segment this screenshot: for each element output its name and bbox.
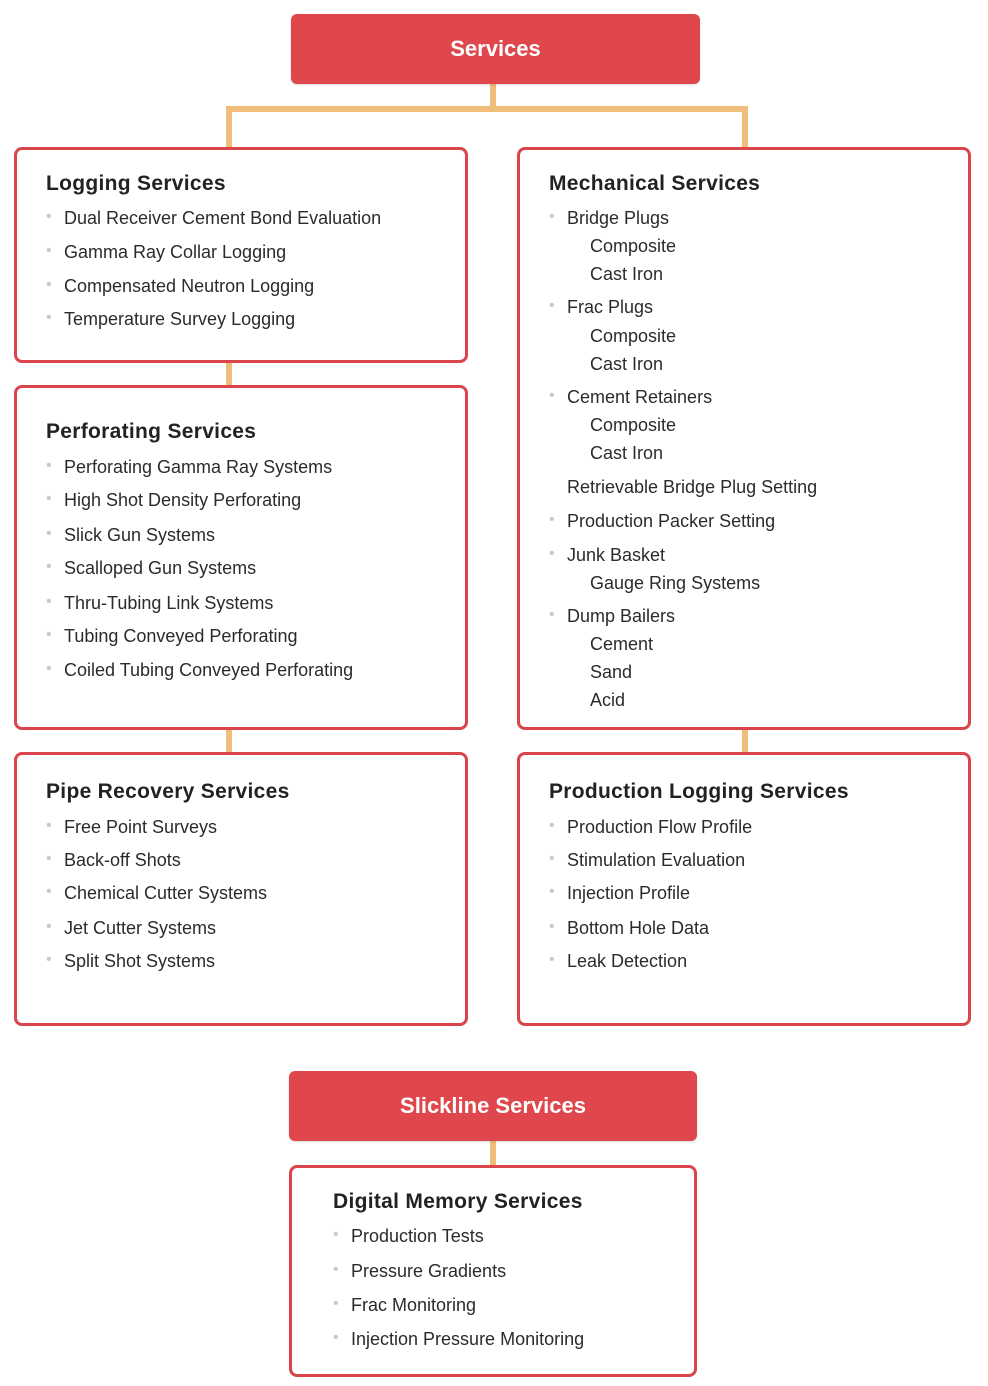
list-item: • Dual Receiver Cement Bond Evaluation [46,208,382,228]
list-item: • Injection Pressure Monitoring [333,1329,585,1349]
bullet-icon: • [46,918,52,935]
list-item: • Perforating Gamma Ray Systems [46,457,333,477]
bullet-icon: • [333,1226,339,1243]
list-item: • Gamma Ray Collar Logging [46,242,287,262]
list-item: • Production Packer Setting [549,511,776,531]
list-item: • Bottom Hole Data [549,918,710,938]
bullet-icon: • [333,1261,339,1278]
bullet-icon: • [549,850,555,867]
services-header [291,14,700,84]
slickline-services-label: Slickline Services [400,1093,586,1118]
list-item: • Free Point Surveys [46,817,218,837]
production-logging-services-title: Production Logging Services [549,780,849,803]
list-item: • Production Flow Profile [549,817,753,837]
digital-memory-services-title: Digital Memory Services [333,1190,583,1213]
list-item: • Chemical Cutter Systems [46,883,268,903]
bullet-icon: • [46,457,52,474]
bullet-icon: • [46,276,52,293]
list-item: • Jet Cutter Systems [46,918,217,938]
mechanical-services-title: Mechanical Services [549,172,761,195]
logging-services-card [14,147,468,363]
bullet-icon: • [46,558,52,575]
bullet-icon: • [549,511,555,528]
bullet-icon: • [549,545,555,562]
connector-right-drop [742,106,748,148]
bullet-icon: • [46,883,52,900]
connector-left-drop [226,106,232,148]
list-item: • Cement Retainers [549,387,713,407]
list-item: • Compensated Neutron Logging [46,276,315,296]
bullet-icon: • [46,525,52,542]
sub-list-item: Cast Iron [590,443,664,463]
perforating-services-card [14,385,468,730]
services-header-label: Services [450,36,541,61]
bullet-icon: • [333,1295,339,1312]
list-item: • Dump Bailers [549,606,676,626]
bullet-icon: • [333,1329,339,1346]
bullet-icon: • [549,817,555,834]
connector-slickline-digital [490,1141,496,1166]
list-item: • High Shot Density Perforating [46,490,302,510]
list-item: • Coiled Tubing Conveyed Perforating [46,660,354,680]
list-item: • Scalloped Gun Systems [46,558,257,578]
bullet-icon: • [549,387,555,404]
list-item: • Frac Monitoring [333,1295,477,1315]
bullet-icon: • [46,850,52,867]
connector-mechanical-production [742,729,748,753]
list-item: • Production Tests [333,1226,484,1246]
sub-list-item: Sand [590,662,633,682]
sub-list-item: Cast Iron [590,264,664,284]
bullet-icon: • [549,297,555,314]
bullet-icon: • [549,208,555,225]
list-item: • Leak Detection [549,951,688,971]
bullet-icon: • [46,951,52,968]
list-item: • Pressure Gradients [333,1261,507,1281]
connector-perforating-pipe [226,729,232,753]
connector-logging-perforating [226,362,232,386]
list-item: • Slick Gun Systems [46,525,216,545]
list-item: • Frac Plugs [549,297,654,317]
bullet-icon: • [549,606,555,623]
perforating-services-title: Perforating Services [46,420,257,443]
sub-list-item: Composite [590,415,677,435]
sub-list-item: Acid [590,690,626,710]
bullet-icon: • [549,918,555,935]
sub-list-item: Composite [590,326,677,346]
list-item: • Temperature Survey Logging [46,309,296,329]
list-item: • Injection Profile [549,883,691,903]
bullet-icon: • [46,309,52,326]
bullet-icon: • [46,626,52,643]
digital-memory-services-card [289,1165,697,1377]
bullet-icon: • [46,208,52,225]
connector-top-horizontal [226,106,748,112]
bullet-icon: • [46,593,52,610]
sub-list-item: Cement [590,634,654,654]
bullet-icon: • [549,951,555,968]
logging-services-title: Logging Services [46,172,226,195]
bullet-icon: • [46,490,52,507]
pipe-recovery-services-title: Pipe Recovery Services [46,780,290,803]
list-item: • Bridge Plugs [549,208,670,228]
sub-list-item: Composite [590,236,677,256]
sub-list-item: Gauge Ring Systems [590,573,761,593]
list-item: • Thru-Tubing Link Systems [46,593,274,613]
list-item: • Split Shot Systems [46,951,216,971]
mechanical-services-card [517,147,971,730]
pipe-recovery-services-card [14,752,468,1026]
list-item: • Junk Basket [549,545,666,565]
bullet-icon: • [46,817,52,834]
production-logging-services-card [517,752,971,1026]
bullet-icon: • [46,242,52,259]
list-item: • Tubing Conveyed Perforating [46,626,298,646]
list-item: Retrievable Bridge Plug Setting [567,477,818,497]
sub-list-item: Cast Iron [590,354,664,374]
list-item: • Back-off Shots [46,850,181,870]
slickline-services-header [289,1071,697,1141]
list-item: • Stimulation Evaluation [549,850,746,870]
bullet-icon: • [549,883,555,900]
bullet-icon: • [46,660,52,677]
